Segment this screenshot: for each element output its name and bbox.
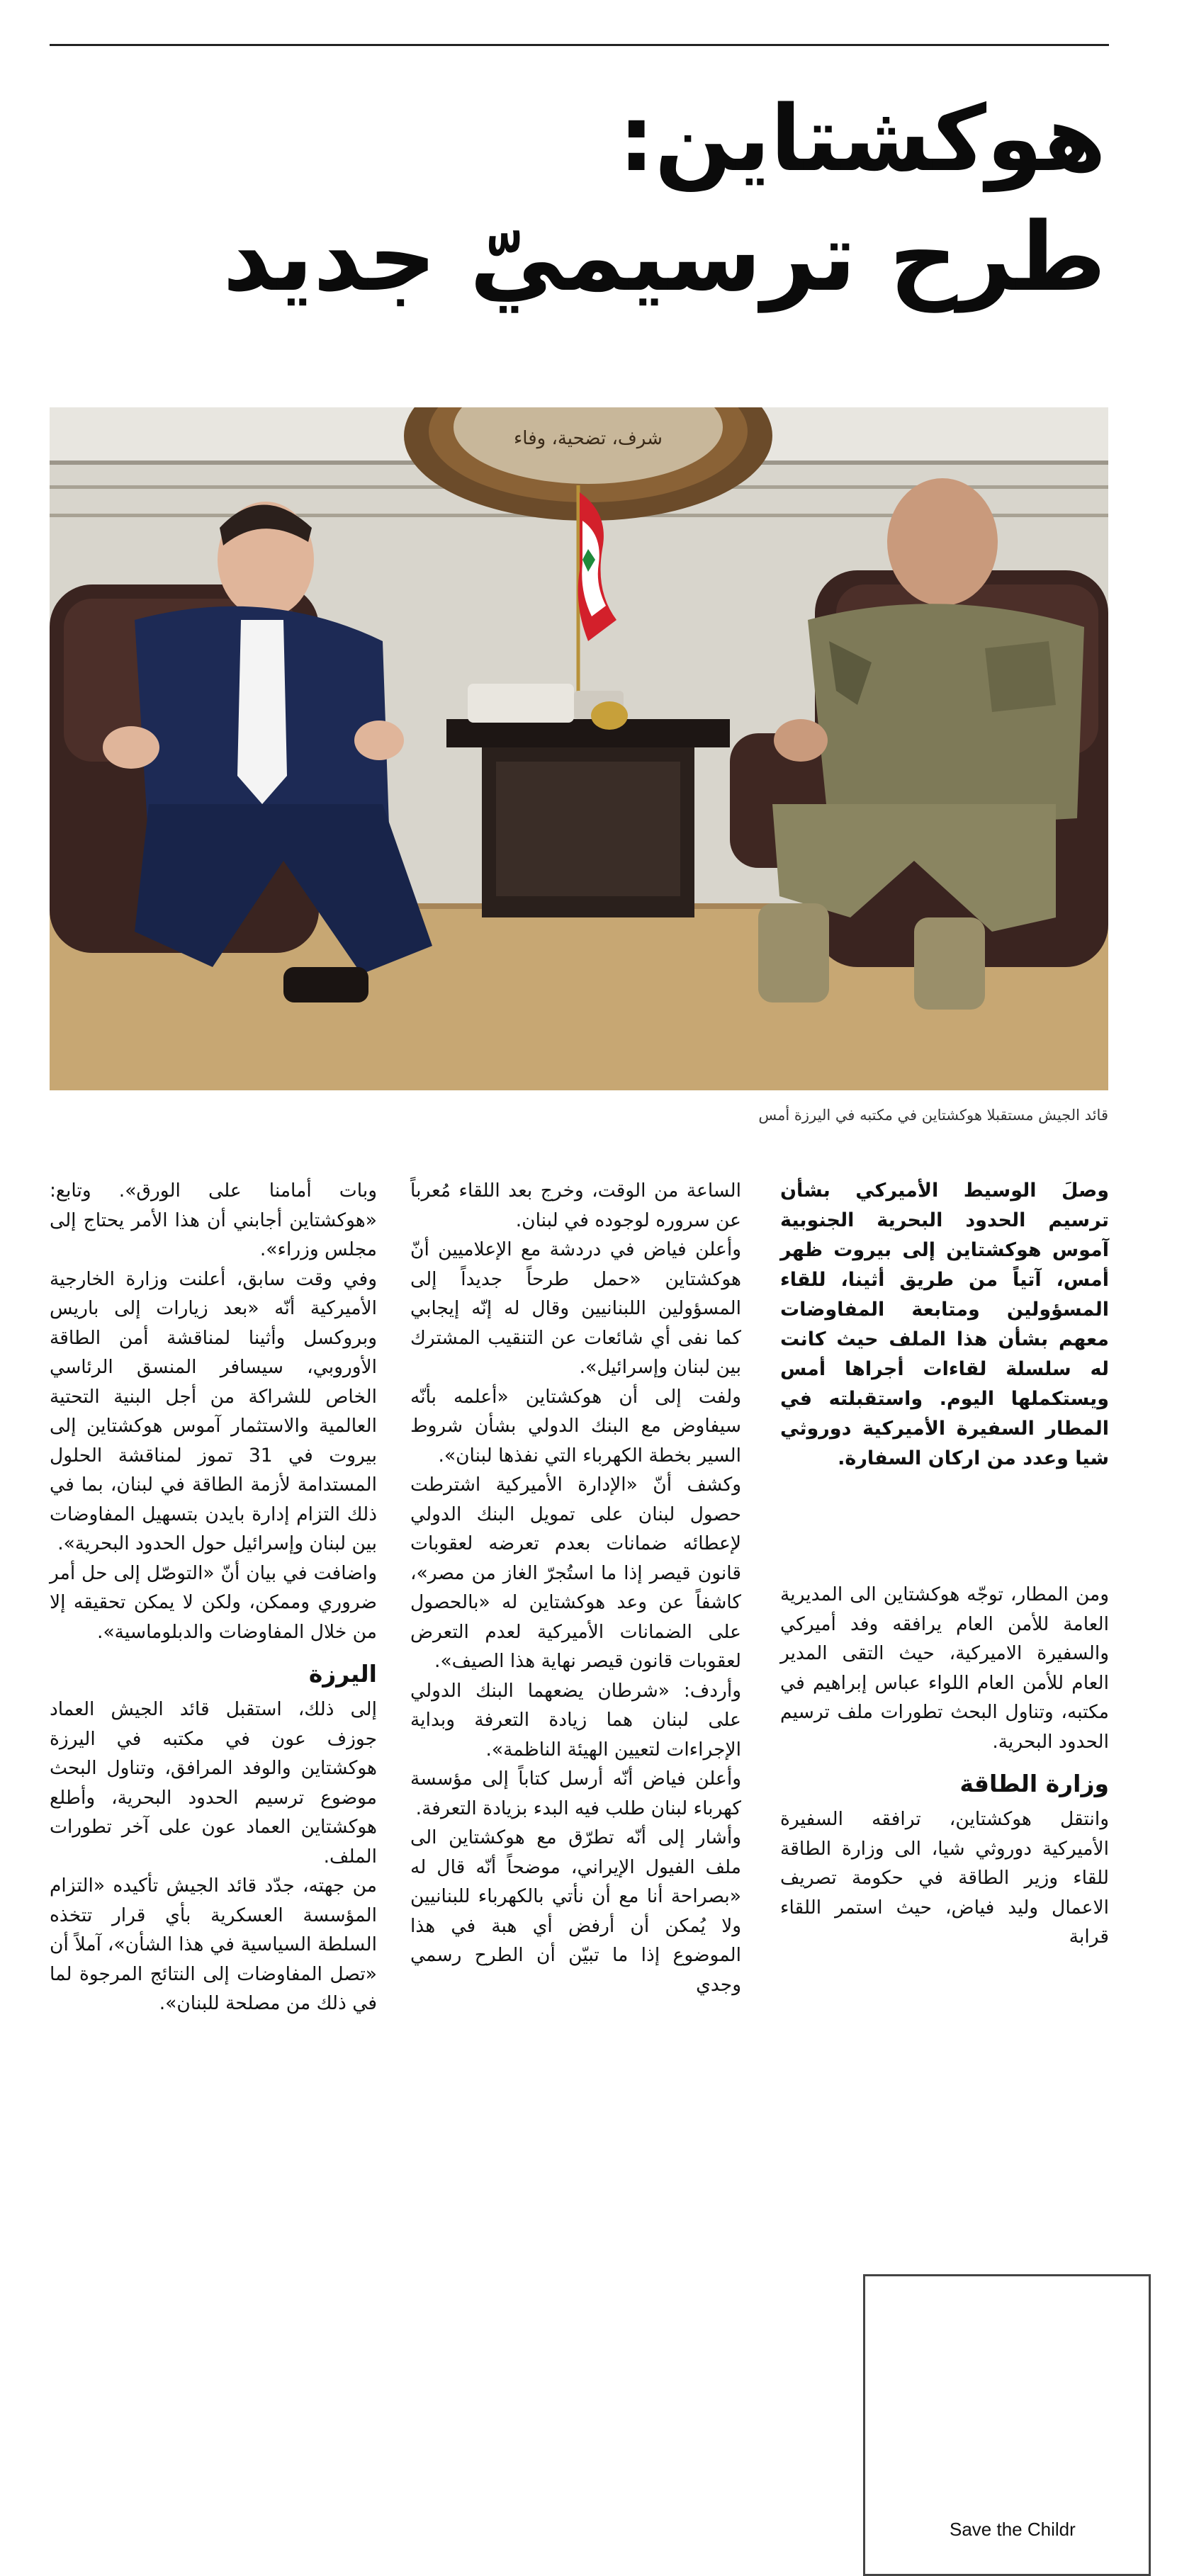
paragraph: وأعلن فياض أنّه أرسل كتاباً إلى مؤسسة كهرباء لبنان طلب فيه البدء بزيادة التعرفة.	[410, 1768, 741, 1819]
advertisement-text: Save the Childr	[950, 2519, 1076, 2540]
top-rule	[50, 44, 1109, 46]
subhead-energy-ministry: وزارة الطاقة	[959, 1770, 1109, 1797]
article-column-middle	[410, 1176, 741, 1999]
paragraph: وانتقل هوكشتاين، ترافقه السفيرة الأميركية دوروثي شيا، الى وزارة الطاقة للقاء وزير الطاقة في حكومة تصريف الاعمال وليد فياض، حيث استمر اللقاء قرابة	[780, 1808, 1109, 1948]
paragraph: وكشف أنّ «الإدارة الأميركية اشترطت حصول لبنان على تمويل البنك الدولي لإعطائه ضمانات بعدم تعرضه لعقوبات قانون قيصر إذا ما استُجرّ الغاز من مصر»، كاشفاً عن وعد هوكشتاين له «بالحصول على الضمانات الأميركية لعدم التعرض لعقوبات قانون قيصر نهاية هذا الصيف».	[410, 1474, 741, 1672]
headline-line-2: طرح ترسيميّ جديد	[223, 202, 1106, 313]
article-column-right	[780, 1176, 1109, 1952]
paragraph: من جهته، جدّد قائد الجيش تأكيده «التزام المؤسسة العسكرية بأي قرار تتخذه السلطة السياسية في هذا الشأن»، آملاً أن «تصل المفاوضات إلى النتائج المرجوة لما في ذلك من مصلحة للبنان».	[50, 1875, 377, 2014]
photo-caption: قائد الجيش مستقبلا هوكشتاين في مكتبه في اليرزة أمس	[758, 1107, 1108, 1124]
paragraph: واضافت في بيان أنّ «التوصّل إلى حل أمر ضروري وممكن، ولكن لا يمكن تحقيقه إلا من خلال المفاوضات والدبلوماسية».	[50, 1561, 377, 1643]
svg-text:شرف، تضحية، وفاء: شرف، تضحية، وفاء	[514, 428, 663, 449]
paragraph: إلى ذلك، استقبل قائد الجيش العماد جوزف عون في مكتبه في اليرزة هوكشتاين والوفد المرافق، وتناول البحث موضوع ترسيم الحدود البحرية، وأطلع هوكشتاين العماد عون على آخر تطورات الملف.	[50, 1698, 377, 1868]
headline	[57, 82, 1106, 317]
article-lead: وصلَ الوسيط الأميركي بشأن ترسيم الحدود البحرية الجنوبية آموس هوكشتاين إلى بيروت ظهر أمس، آتياً من طريق أثينا، للقاء المسؤولين ومتابعة المفاوضات معهم بشأن هذا الملف حيث كانت له سلسلة لقاءات أجراها أمس ويستكملها اليوم. واستقبلته في المطار السفيرة الأميركية دوروثي شيا وعدد من اركان السفارة.	[780, 1180, 1109, 1469]
paragraph: وأشار إلى أنّه تطرّق مع هوكشتاين الى ملف الفيول الإيراني، موضحاً أنّه قال له «بصراحة أنا مع أن نأتي بالكهرباء للبنانيين ولا يُمكن أن أرفض أي هبة في هذا الموضوع إذا ما تبيّن أن الطرح رسمي وجدي	[410, 1826, 741, 1996]
paragraph: وأعلن فياض في دردشة مع الإعلاميين أنّ هوكشتاين «حمل طرحاً جديداً إلى المسؤولين اللبنانيين وقال له إنّه إيجابي كما نفى أي شائعات عن التنقيب المشترك بين لبنان وإسرائيل».	[410, 1238, 741, 1378]
paragraph: وبات أمامنا على الورق». وتابع: «هوكشتاين أجابني أن هذا الأمر يحتاج إلى مجلس وزراء».	[50, 1180, 377, 1260]
headline-line-1: هوكشتاين:	[618, 86, 1106, 193]
subhead-yarze: اليرزة	[308, 1660, 377, 1688]
paragraph: ومن المطار، توجّه هوكشتاين الى المديرية العامة للأمن العام يرافقه وفد أميركي والسفيرة الاميركية، حيث التقى المدير العام للأمن العام اللواء عباس إبراهيم في مكتبه، وتناول البحث تطورات ملف ترسيم الحدود البحرية.	[780, 1583, 1109, 1753]
paragraph: الساعة من الوقت، وخرج بعد اللقاء مُعرباً عن سروره لوجوده في لبنان.	[410, 1180, 741, 1231]
paragraph: وفي وقت سابق، أعلنت وزارة الخارجية الأميركية أنّه «بعد زيارات إلى باريس وبروكسل وأثينا لمناقشة أمن الطاقة الأوروبي، سيسافر المنسق الرئاسي الخاص للشراكة من أجل البنية التحتية العالمية والاستثمار آموس هوكشتاين إلى بيروت في 31 تموز لمناقشة الحلول المستدامة لأزمة الطاقة في لبنان، بما في ذلك التزام إدارة بايدن بتسهيل المفاوضات بين لبنان وإسرائيل حول الحدود البحرية».	[50, 1267, 377, 1554]
paragraph: ولفت إلى أن هوكشتاين «أعلمه بأنّه سيفاوض مع البنك الدولي بشأن شروط السير بخطة الكهرباء التي نفذها لبنان».	[410, 1385, 741, 1467]
paragraph: وأردف: «شرطان يضعهما البنك الدولي على لبنان هما زيادة التعرفة وبداية الإجراءات لتعيين الهيئة الناظمة».	[410, 1679, 741, 1761]
news-photo	[50, 407, 1108, 1090]
article-column-left	[50, 1176, 377, 2018]
